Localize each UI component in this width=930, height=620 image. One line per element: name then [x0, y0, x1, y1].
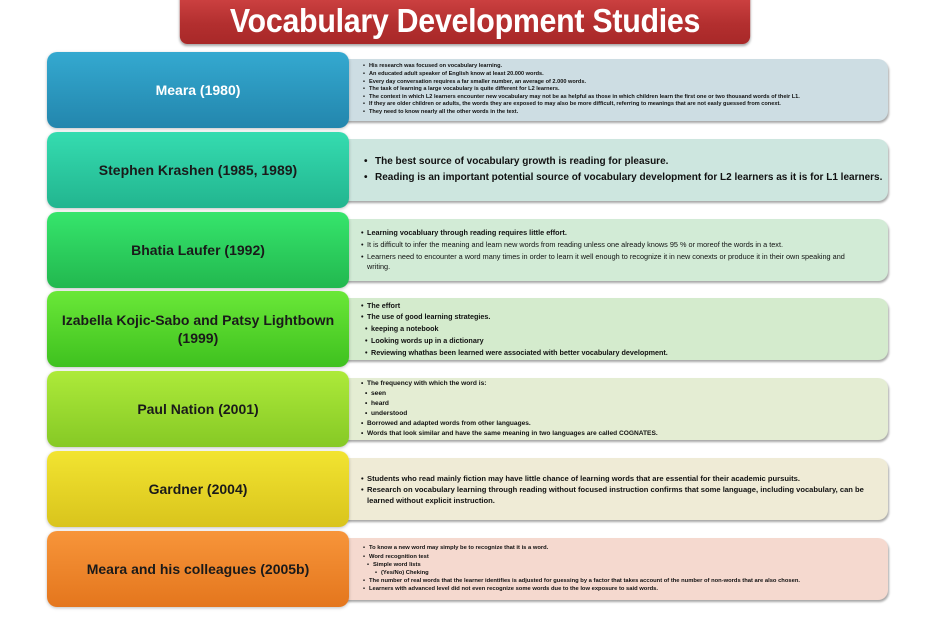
finding-item: • Reading is an important potential source of vocabulary development for L2 learners as it is for L1 learners.: [375, 170, 888, 186]
findings-box: [343, 378, 888, 440]
finding-subitem: • heard: [371, 399, 888, 409]
finding-subitem: • (Yes/No) Cheking: [381, 569, 888, 577]
findings-box: [343, 139, 888, 201]
finding-item: • His research was focused on vocabulary learning.: [369, 63, 888, 71]
findings-box: [343, 219, 888, 281]
finding-item: • The task of learning a large vocabulary is quite different for L2 learners.: [369, 86, 888, 94]
finding-item: • The number of real words that the learner identifies is adjusted for guessing by a factor that takes account of the number of non-words that are also chosen.: [369, 577, 888, 585]
study-row-meara-colleagues: [47, 531, 889, 607]
finding-item: • Learners with advanced level did not even recognize some words due to the low exposure to said words.: [369, 585, 888, 593]
finding-item: • Every day conversation requires a far smaller number, an average of 2.000 words.: [369, 79, 888, 87]
finding-item: • Learning vocabluary through reading requires little effort.: [367, 228, 868, 238]
finding-item: • The effort: [367, 300, 888, 312]
finding-subitem: • Looking words up in a dictionary: [371, 335, 888, 347]
finding-item: • It is difficult to infer the meaning and learn new words from reading unless one already knows 95 % or moreof the words in a text.: [367, 240, 868, 250]
finding-item: • The context in which L2 learners encounter new vocabulary may not be as helpful as those in which children learn the first one or two thousand words of their L1.: [369, 94, 888, 102]
findings-box: [343, 538, 888, 600]
author-box: Meara and his colleagues (2005b): [47, 531, 349, 607]
finding-subitem: • Simple word lists: [373, 561, 888, 569]
study-row-krashen: [47, 132, 889, 208]
finding-item: • Word recognition test: [369, 553, 888, 561]
finding-item: • If they are older children or adults, the words they are exposed to may also be more difficult, referring to meanings that are not easly guessed from conext.: [369, 101, 888, 109]
author-box: Gardner (2004): [47, 451, 349, 527]
finding-item: • Students who read mainly fiction may have little chance of learning words that are essential for their academic pursuits.: [367, 473, 864, 484]
study-row-paul-nation: [47, 371, 889, 447]
finding-item: • The best source of vocabulary growth is reading for pleasure.: [375, 154, 888, 170]
author-box: Bhatia Laufer (1992): [47, 212, 349, 288]
study-row-laufer: [47, 212, 889, 288]
finding-subitem: • understood: [371, 409, 888, 419]
finding-subitem: • keeping a notebook: [371, 323, 888, 335]
finding-subitem: • Reviewing whathas been learned were associated with better vocabulary development.: [371, 347, 888, 359]
study-row-gardner: [47, 451, 889, 527]
page-title: Vocabulary Development Studies: [180, 0, 750, 44]
finding-item: • Research on vocabulary learning through reading without focused instruction confirms that some language, including vocabulary, can be learned without explicit instruction.: [367, 484, 864, 506]
finding-item: • An educated adult speaker of English know at least 20.000 words.: [369, 71, 888, 79]
author-box: Paul Nation (2001): [47, 371, 349, 447]
finding-item: • Learners need to encounter a word many times in order to learn it well enough to recognize it in new conexts or produce it in their own speaking and writing.: [367, 252, 868, 272]
findings-box: [343, 298, 888, 360]
study-row-kojic-sabo-lightbown: [47, 291, 889, 367]
finding-subitem: • seen: [371, 389, 888, 399]
author-box: Stephen Krashen (1985, 1989): [47, 132, 349, 208]
finding-item: • Borrowed and adapted words from other languages.: [367, 419, 888, 429]
author-box: Izabella Kojic-Sabo and Patsy Lightbown (1999): [47, 291, 349, 367]
finding-item: • To know a new word may simply be to recognize that it is a word.: [369, 544, 888, 552]
finding-item: • Words that look similar and have the same meaning in two languages are called COGNATES.: [367, 429, 888, 439]
study-row-meara-1980: [47, 52, 889, 128]
findings-box: [343, 458, 888, 520]
findings-box: [343, 59, 888, 121]
finding-item: • The frequency with which the word is:: [367, 379, 888, 389]
finding-item: • They need to know nearly all the other words in the text.: [369, 109, 888, 117]
finding-item: • The use of good learning strategies.: [367, 311, 888, 323]
author-box: Meara (1980): [47, 52, 349, 128]
